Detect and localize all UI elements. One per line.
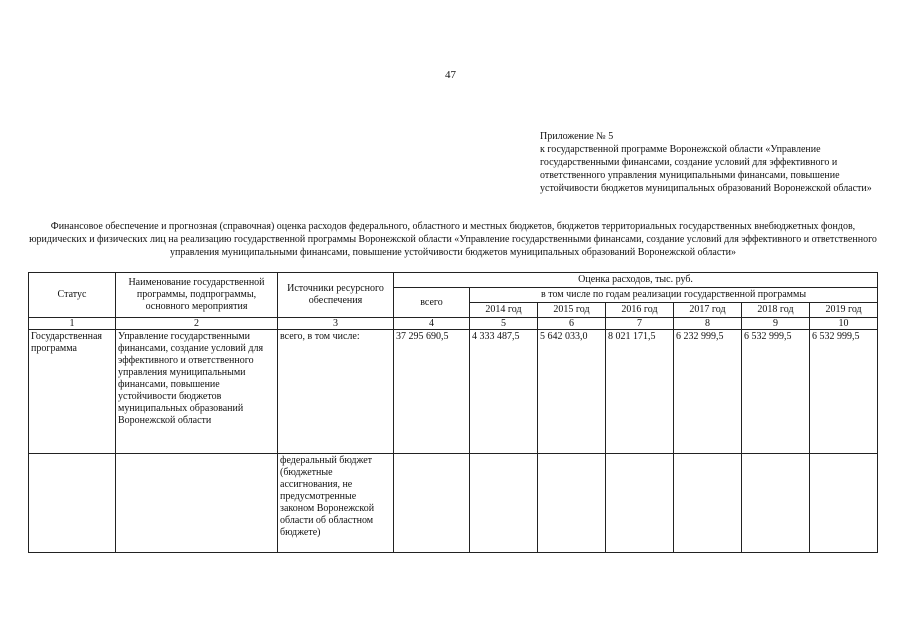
column-number: 2 [116,318,278,330]
row-name: Управление государственными финансами, создание условий для эффективного и ответственного управления муниципальными финансами, повышение устойчивости бюджетов муниципальных образований Воронежской области [116,330,278,454]
row-value-year [810,454,878,553]
header-status: Статус [29,273,116,318]
appendix-block [540,130,885,195]
row-value-year [742,454,810,553]
table-row [29,454,878,553]
row-value-total: 37 295 690,5 [394,330,470,454]
financing-table [28,272,878,553]
column-number-row [29,318,878,330]
header-year: 2016 год [606,303,674,318]
row-status [29,454,116,553]
row-value-year: 5 642 033,0 [538,330,606,454]
header-row-1 [29,273,878,288]
column-number: 1 [29,318,116,330]
row-value-year [538,454,606,553]
row-value-year [606,454,674,553]
header-estimate: Оценка расходов, тыс. руб. [394,273,878,288]
row-value-total [394,454,470,553]
header-sources: Источники ресурсного обеспечения [278,273,394,318]
column-number: 10 [810,318,878,330]
row-value-year: 6 232 999,5 [674,330,742,454]
header-year: 2018 год [742,303,810,318]
appendix-title: Приложение № 5 [540,131,614,142]
table-caption: Финансовое обеспечение и прогнозная (справочная) оценка расходов федерального, областного и местных бюджетов, бюджетов территориальных государственных внебюджетных фондов, юридических и физических лиц на реализацию государственной программы Воронежской области «Управление государственными финансами, создание условий для эффективного и ответственного управления муниципальными финансами, повышение устойчивости бюджетов муниципальных образований Воронежской области» [29,221,877,258]
row-status: Государственная программа [29,330,116,454]
row-value-year: 6 532 999,5 [810,330,878,454]
row-source: всего, в том числе: [278,330,394,454]
column-number: 3 [278,318,394,330]
header-by-years: в том числе по годам реализации государственной программы [470,288,878,303]
row-value-year: 8 021 171,5 [606,330,674,454]
appendix-text: к государственной программе Воронежской области «Управление государственными финансами, создание условий для эффективного и ответственного управления муниципальными финансами, повышение устойчивости бюджетов муниципальных образований Воронежской области» [540,144,872,194]
row-source: федеральный бюджет (бюджетные ассигнования, не предусмотренные законом Воронежской области об областном бюджете) [278,454,394,553]
column-number: 4 [394,318,470,330]
header-year: 2017 год [674,303,742,318]
row-value-year: 6 532 999,5 [742,330,810,454]
column-number: 6 [538,318,606,330]
header-total: всего [394,288,470,318]
row-value-year [470,454,538,553]
column-number: 8 [674,318,742,330]
column-number: 7 [606,318,674,330]
row-value-year [674,454,742,553]
header-name: Наименование государственной программы, подпрограммы, основного мероприятия [116,273,278,318]
page-number: 47 [445,69,456,81]
header-year: 2014 год [470,303,538,318]
table-row [29,330,878,454]
row-value-year: 4 333 487,5 [470,330,538,454]
row-name [116,454,278,553]
column-number: 5 [470,318,538,330]
header-year: 2019 год [810,303,878,318]
column-number: 9 [742,318,810,330]
header-year: 2015 год [538,303,606,318]
